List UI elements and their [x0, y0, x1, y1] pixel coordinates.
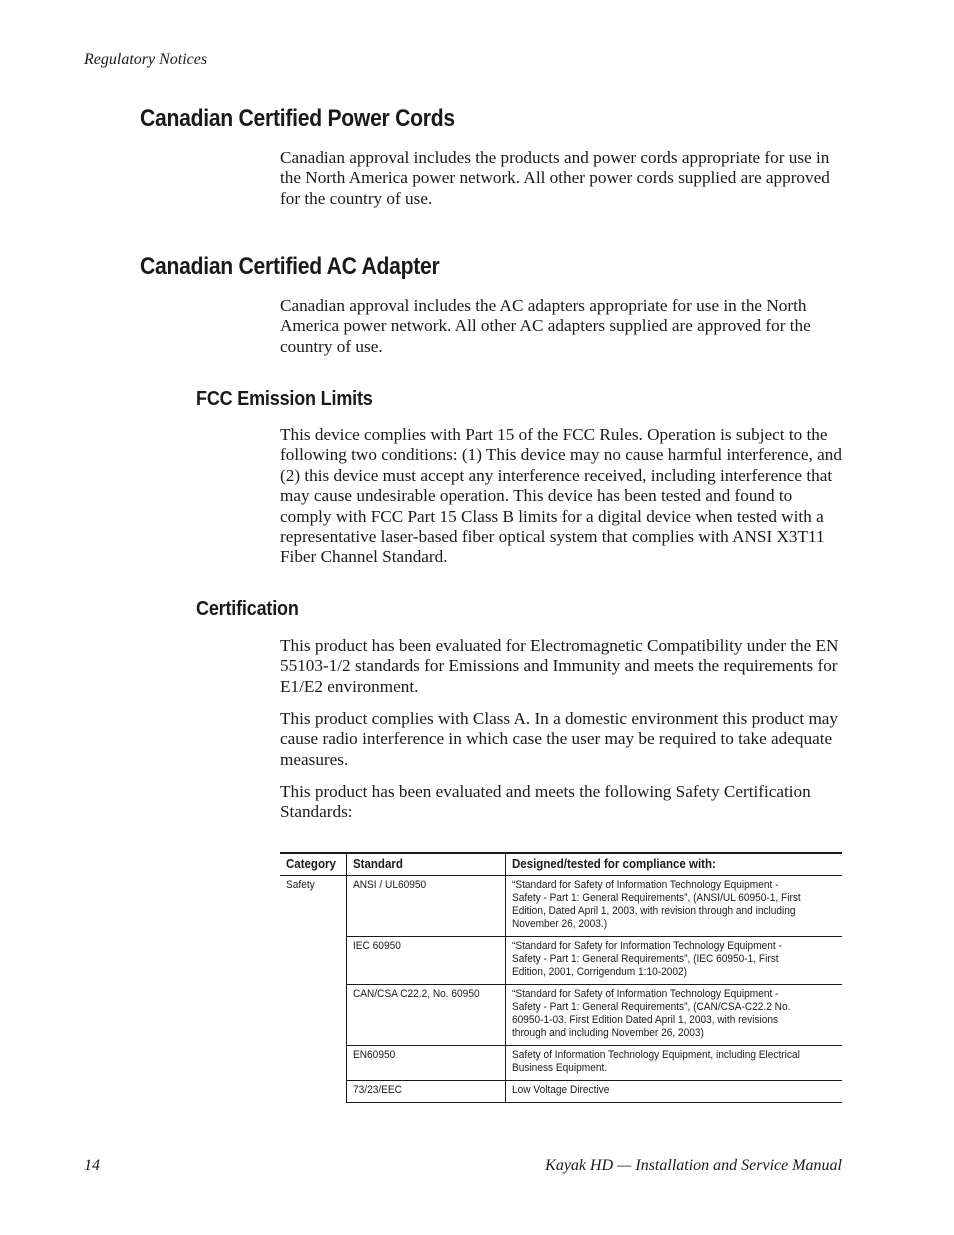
- header-category: Category: [280, 853, 347, 876]
- heading-ac-adapter: Canadian Certified AC Adapter: [140, 253, 440, 280]
- compliance-cell: “Standard for Safety for Information Technology Equipment - Safety - Part 1: General Requirements”, (IEC 60950-1, First Edition, 2001, Corrigendum 1:10-2002): [506, 937, 842, 985]
- running-head: Regulatory Notices: [84, 51, 208, 68]
- footer-doc-title: Kayak HD — Installation and Service Manual: [545, 1157, 842, 1174]
- table-row: [280, 1046, 842, 1081]
- table-row: [280, 1081, 842, 1103]
- standard-cell: 73/23/EEC: [347, 1081, 506, 1103]
- compliance-cell: “Standard for Safety of Information Technology Equipment - Safety - Part 1: General Requirements”, (CAN/CSA-C22.2 No. 60950-1-03. First Edition Dated April 1, 2003, with revisions through and including November 26, 2003): [506, 985, 842, 1046]
- standard-cell: ANSI / UL60950: [347, 876, 506, 937]
- heading-certification: Certification: [196, 598, 299, 620]
- compliance-cell: “Standard for Safety of Information Technology Equipment - Safety - Part 1: General Requirements”, (ANSI/UL 60950-1, First Edition, Dated April 1, 2003, with revision through and including November 26, 2003.): [506, 876, 842, 937]
- compliance-cell: Low Voltage Directive: [506, 1081, 842, 1103]
- header-compliance: Designed/tested for compliance with:: [506, 853, 842, 876]
- table-row: [280, 985, 842, 1046]
- heading-fcc-emission-limits: FCC Emission Limits: [196, 388, 373, 410]
- page-number: 14: [84, 1157, 100, 1174]
- paragraph-power-cords: Canadian approval includes the products and power cords appropriate for use in the North America power network. All other power cords supplied are approved for the country of use.: [280, 148, 830, 208]
- paragraph-certification-class-a: This product complies with Class A. In a domestic environment this product may cause radio interference in which case the user may be required to take adequate measures.: [280, 709, 839, 769]
- paragraph-certification-safety: This product has been evaluated and meets the following Safety Certification Standards:: [280, 782, 811, 822]
- heading-power-cords: Canadian Certified Power Cords: [140, 105, 455, 132]
- paragraph-certification-emc: This product has been evaluated for Electromagnetic Compatibility under the EN 55103-1/2 standards for Emissions and Immunity and meets the requirements for E1/E2 environment.: [280, 636, 839, 696]
- header-standard: Standard: [347, 853, 506, 876]
- table-header-row: [280, 853, 842, 876]
- paragraph-ac-adapter: Canadian approval includes the AC adapters appropriate for use in the North America power network. All other AC adapters supplied are approved for the country of use.: [280, 296, 811, 356]
- table-row: [280, 937, 842, 985]
- category-cell: Safety: [280, 876, 347, 1103]
- standard-cell: IEC 60950: [347, 937, 506, 985]
- paragraph-fcc: This device complies with Part 15 of the FCC Rules. Operation is subject to the following two conditions: (1) This device may no cause harmful interference, and (2) this device must accept any interference received, including interference that may cause undesirable operation. This device has been tested and found to comply with FCC Part 15 Class B limits for a digital device when tested with a representative laser-based fiber optical system that complies with ANSI X3T11 Fiber Channel Standard.: [280, 425, 842, 567]
- compliance-cell: Safety of Information Technology Equipment, including Electrical Business Equipment.: [506, 1046, 842, 1081]
- standard-cell: CAN/CSA C22.2, No. 60950: [347, 985, 506, 1046]
- safety-certification-table: [280, 852, 842, 1103]
- table-row: [280, 876, 842, 937]
- standard-cell: EN60950: [347, 1046, 506, 1081]
